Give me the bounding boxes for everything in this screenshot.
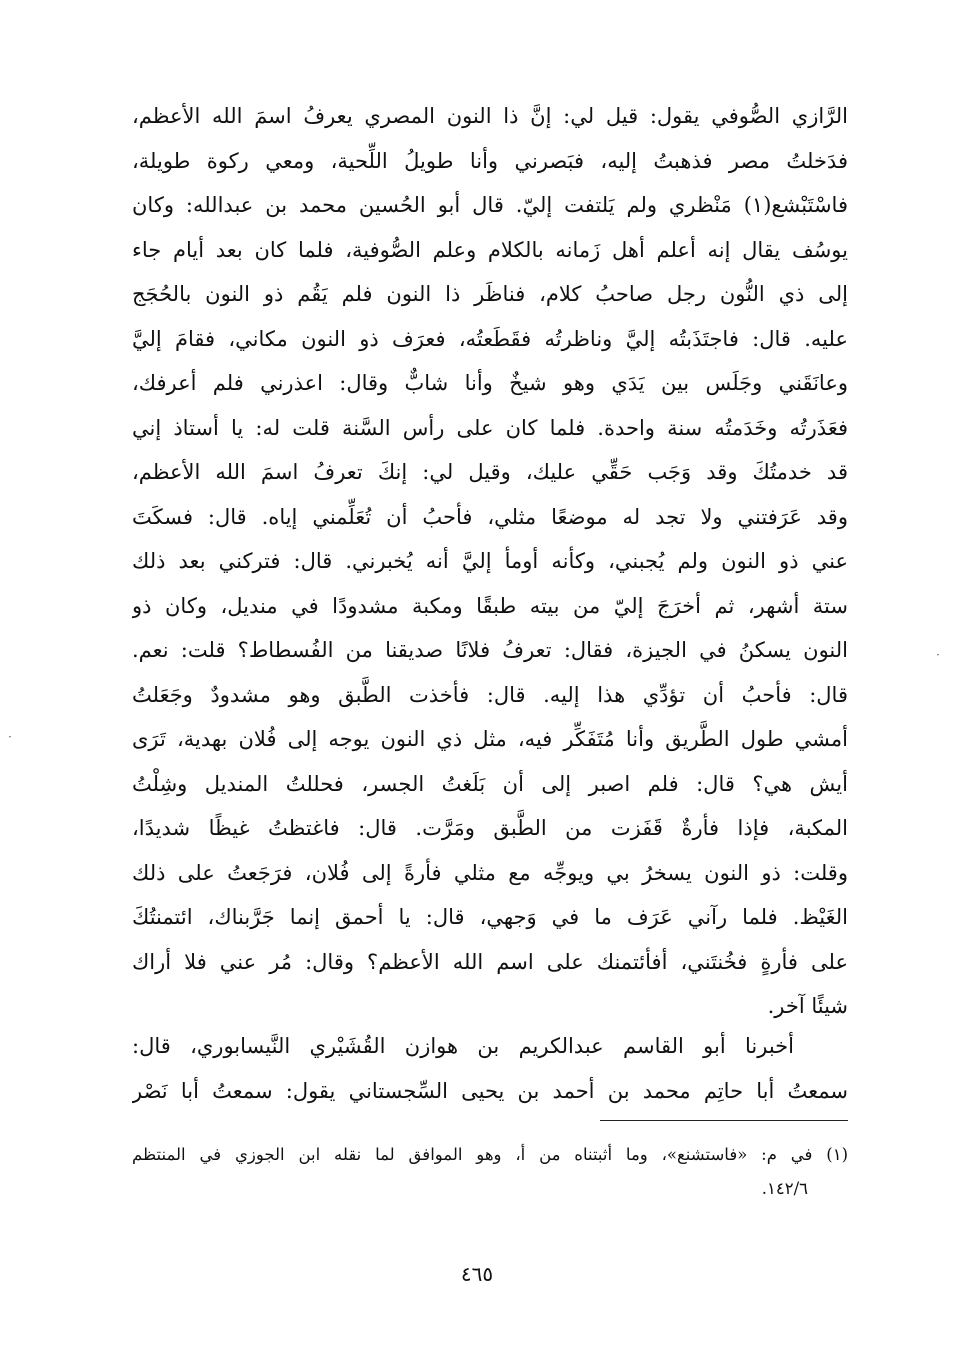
- text-line: المكبة، فإذا فأرةٌ قَفَزت من الطَّبق ومَرَّت. قال: فاغتظتُ غيظًا شديدًا،: [132, 816, 848, 840]
- text-line: أخبرنا أبو القاسم عبدالكريم بن هوازن القُشَيْري النَّيسابوري، قال:: [132, 1034, 794, 1058]
- text-line: الغَيْظ. فلما رآني عَرَف ما في وَجهي، قال: يا أحمق إنما جَرَّبناك، ائتمنتُكَ: [132, 905, 848, 929]
- text-line: شيئًا آخر.: [767, 994, 848, 1018]
- text-line: الرَّازي الصُّوفي يقول: قيل لي: إنَّ ذا النون المصري يعرفُ اسمَ الله الأعظم،: [132, 104, 848, 128]
- text-line: قد خدمتُكَ وقد وَجَب حَقِّي عليك، وقيل لي: إنكَ تعرفُ اسمَ الله الأعظم،: [132, 460, 848, 484]
- second-paragraph: [132, 1024, 848, 1113]
- text-line: فاسْتَبْشع(١) مَنْظري ولم يَلتفت إليّ. قال أبو الحُسين محمد بن عبدالله: وكان: [132, 193, 848, 217]
- text-line: عني ذو النون ولم يُجبني، وكأنه أومأ إليَّ أنه يُخبرني. قال: فتركني بعد ذلك: [132, 549, 848, 573]
- text-line: فعَذَرتُه وخَدَمتُه سنة واحدة. فلما كان على رأس السَّنة قلت له: يا أستاذ إني: [132, 415, 848, 440]
- text-line: على فأرةٍ فخُنتَني، أفأئتمنك على اسم الله الأعظم؟ وقال: مُر عني فلا أراك: [132, 949, 848, 974]
- text-line: إلى ذي النُّون رجل صاحبُ كلام، فناظَر ذا النون فلم يَقُم ذو النون بالحُجَج: [132, 282, 848, 306]
- footnote: [132, 1138, 848, 1206]
- footnote-divider: [600, 1120, 848, 1121]
- footnote-line: ١٤٢/٦.: [761, 1179, 808, 1198]
- text-line: عليه. قال: فاجتَذَبتُه إليَّ وناظرتُه فقَطَعتُه، فعرَف ذو النون مكاني، فقامَ إليَّ: [132, 326, 848, 351]
- text-line: فدَخلتُ مصر فذهبتُ إليه، فبَصرني وأنا طويلُ اللِّحية، ومعي ركوة طويلة،: [132, 148, 848, 173]
- text-line: قال: فأحبُ أن تؤدِّي هذا إليه. قال: فأخذت الطَّبق وهو مشدودٌ وجَعَلتُ: [132, 682, 848, 707]
- footnote-line: (١) في م: «فاستشنع»، وما أثبتناه من أ، وهو الموافق لما نقله ابن الجوزي في المنتظم: [132, 1145, 848, 1164]
- text-line: يوسُف يقال إنه أعلم أهل زَمانه بالكلام وعلم الصُّوفية، فلما كان بعد أيام جاء: [132, 237, 848, 262]
- text-line: سمعتُ أبا حاتِم محمد بن أحمد بن يحيى السِّجستاني يقول: سمعتُ أبا نَصْر: [132, 1078, 848, 1103]
- text-line: النون يسكنُ في الجيزة، فقال: تعرفُ فلانًا صديقنا من الفُسطاط؟ قلت: نعم.: [132, 638, 848, 662]
- text-line: ستة أشهر، ثم أخرَجَ إليّ من بيته طبقًا ومكبة مشدودًا في منديل، وكان ذو: [132, 593, 848, 618]
- scan-speck: ·: [8, 730, 12, 744]
- scan-speck: ·: [936, 648, 940, 662]
- text-line: أيش هي؟ قال: فلم اصبر إلى أن بَلَغتُ الجسر، فحللتُ المنديل وشِلْتُ: [132, 771, 848, 796]
- text-line: أمشي طول الطَّريق وأنا مُتَفَكِّر فيه، مثل ذي النون يوجه إلى فُلان بهدية، تَرَى: [132, 727, 848, 751]
- main-paragraph: [132, 94, 848, 1029]
- text-line: وعانَقَني وجَلَس بين يَدَي وهو شيخٌ وأنا شابٌّ وقال: اعذرني فلم أعرفك،: [132, 371, 848, 395]
- page-number: ٤٦٥: [460, 1262, 494, 1286]
- text-line: وقلت: ذو النون يسخرُ بي ويوجِّه مع مثلي فأرةً إلى فُلان، فرَجَعتُ على ذلك: [132, 860, 848, 885]
- text-line: وقد عَرَفتني ولا تجد له موضعًا مثلي، فأحبُ أن تُعَلِّمني إياه. قال: فسكَتَ: [132, 504, 848, 529]
